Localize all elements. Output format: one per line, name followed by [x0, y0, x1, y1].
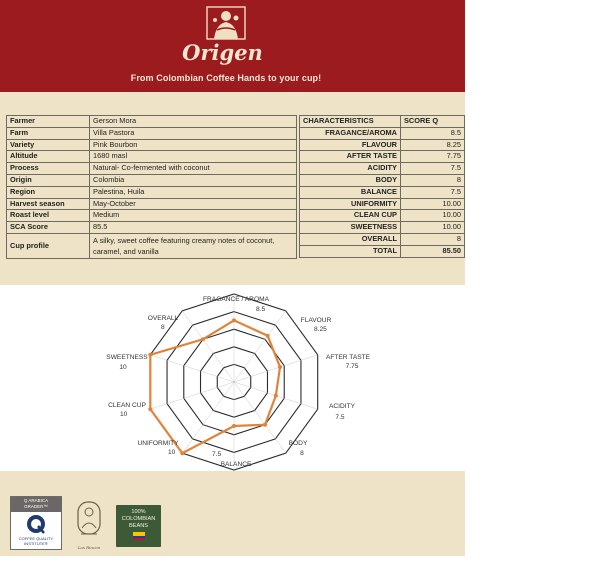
info-value: Gerson Mora [90, 116, 297, 128]
q-arabica-grader-badge [10, 496, 62, 550]
info-value: Villa Pastora [90, 127, 297, 139]
score-header-row [300, 116, 465, 128]
cqi-q-icon [11, 512, 61, 536]
radar-category-label: OVERALL [147, 315, 179, 322]
farm-emblem-icon [72, 500, 106, 540]
score-value: 7.5 [401, 186, 465, 198]
colombian-beans-badge [116, 505, 161, 547]
radar-data-point [274, 394, 278, 398]
coffee-picker-logo-icon [206, 6, 246, 40]
cupping-score-table [299, 115, 465, 258]
radar-axis [234, 311, 286, 382]
q-grader-line: Q ARABICA [23, 497, 49, 503]
colombia-flag-icon [133, 532, 145, 540]
info-row [7, 139, 297, 151]
score-characteristic: CLEAN CUP [300, 210, 401, 222]
score-row [300, 139, 465, 151]
score-column-header: CHARACTERISTICS [300, 116, 401, 128]
coffee-quality-institute-label: COFFEE QUALITY INSTITUTE® [18, 535, 54, 546]
beans-line: BEANS [129, 523, 148, 529]
info-value: A silky, sweet coffee featuring creamy notes of coconut, caramel, and vanilla [90, 233, 297, 258]
score-value: 10.00 [401, 210, 465, 222]
score-value: 8 [401, 233, 465, 245]
info-row [7, 116, 297, 128]
info-value: Pink Bourbon [90, 139, 297, 151]
radar-value-label: 8.5 [256, 306, 266, 313]
tagline: From Colombian Coffee Hands to your cup! [130, 73, 322, 83]
beans-line: 100% [131, 509, 146, 515]
radar-data-point [180, 451, 184, 455]
emblem-caption: Los Rincon [77, 545, 101, 550]
info-label: Altitude [7, 151, 90, 163]
info-label: Origin [7, 174, 90, 186]
radar-category-label: UNIFORMITY [137, 440, 179, 447]
radar-value-label: 7.5 [335, 414, 345, 421]
info-value: 1680 masl [90, 151, 297, 163]
score-characteristic: AFTER TASTE [300, 151, 401, 163]
score-characteristic: SWEETNESS [300, 222, 401, 234]
score-total-row [300, 245, 465, 257]
radar-axis [150, 355, 234, 382]
radar-value-label: 7.75 [345, 363, 359, 370]
info-value: May-October [90, 198, 297, 210]
farm-emblem [72, 500, 106, 548]
score-row [300, 222, 465, 234]
q-grader-line: GRADER™ [24, 504, 48, 509]
cupping-radar-chart [0, 285, 465, 471]
radar-data-point [266, 334, 270, 338]
radar-category-label: CLEAN CUP [108, 402, 146, 409]
radar-series-line [150, 320, 280, 453]
score-characteristic: FLAVOUR [300, 139, 401, 151]
radar-category-label: ACIDITY [328, 403, 356, 410]
info-value: Palestina, Huila [90, 186, 297, 198]
info-row [7, 174, 297, 186]
score-row [300, 198, 465, 210]
radar-data-point [148, 353, 152, 357]
score-row [300, 151, 465, 163]
radar-chart-panel [0, 285, 465, 471]
radar-axis [150, 382, 234, 409]
info-label: Variety [7, 139, 90, 151]
info-row [7, 222, 297, 234]
info-row [7, 127, 297, 139]
radar-value-label: 10 [168, 449, 176, 456]
brand-name: Origen [182, 40, 263, 65]
beans-line: COLOMBIAN [121, 516, 156, 522]
radar-data-point [232, 424, 236, 428]
score-value: 10.00 [401, 222, 465, 234]
score-characteristic: OVERALL [300, 233, 401, 245]
score-value: 7.5 [401, 163, 465, 175]
score-row [300, 163, 465, 175]
info-label: Farmer [7, 116, 90, 128]
radar-data-point [201, 337, 205, 341]
score-row [300, 174, 465, 186]
info-value: Medium [90, 210, 297, 222]
info-row [7, 186, 297, 198]
radar-data-point [278, 365, 282, 369]
info-row [7, 163, 297, 175]
score-row [300, 233, 465, 245]
score-value: 7.75 [401, 151, 465, 163]
info-row [7, 210, 297, 222]
total-value: 85.50 [401, 245, 465, 257]
radar-data-point [263, 423, 267, 427]
info-label: Roast level [7, 210, 90, 222]
total-label: TOTAL [300, 245, 401, 257]
score-value: 8.5 [401, 127, 465, 139]
radar-axis [182, 382, 234, 453]
score-characteristic: ACIDITY [300, 163, 401, 175]
radar-data-point [232, 318, 236, 322]
radar-category-label: BODY [288, 440, 308, 447]
info-label: Region [7, 186, 90, 198]
radar-axis [234, 382, 286, 453]
score-row [300, 186, 465, 198]
info-row [7, 233, 297, 258]
score-characteristic: FRAGANCE/AROMA [300, 127, 401, 139]
coffee-info-table [6, 115, 297, 259]
score-characteristic: BALANCE [300, 186, 401, 198]
radar-category-label: BALANCE [220, 461, 252, 468]
score-value: 8.25 [401, 139, 465, 151]
info-value: Natural- Co-fermented with coconut [90, 163, 297, 175]
header-banner [0, 0, 465, 92]
score-value: 10.00 [401, 198, 465, 210]
radar-value-label: 10 [119, 364, 127, 371]
radar-data-point [148, 407, 152, 411]
radar-category-label: SWEETNESS [106, 354, 148, 361]
score-value: 8 [401, 174, 465, 186]
radar-category-label: FLAVOUR [300, 317, 332, 324]
info-row [7, 151, 297, 163]
radar-value-label: 7.5 [212, 451, 222, 458]
info-row [7, 198, 297, 210]
info-label: Cup profile [7, 233, 90, 258]
radar-value-label: 8 [300, 450, 304, 457]
score-column-header: SCORE Q [401, 116, 465, 128]
radar-value-label: 8 [161, 324, 165, 331]
info-value: Colombia [90, 174, 297, 186]
info-label: Harvest season [7, 198, 90, 210]
radar-category-label: AFTER TASTE [325, 354, 371, 361]
radar-category-label: FRAGANCE / AROMA [203, 296, 269, 303]
info-label: SCA Score [7, 222, 90, 234]
score-row [300, 210, 465, 222]
info-label: Process [7, 163, 90, 175]
radar-value-label: 8.25 [314, 326, 327, 333]
radar-value-label: 10 [120, 411, 128, 418]
score-row [300, 127, 465, 139]
radar-axis [182, 311, 234, 382]
score-characteristic: BODY [300, 174, 401, 186]
info-value: 85.5 [90, 222, 297, 234]
info-label: Farm [7, 127, 90, 139]
score-characteristic: UNIFORMITY [300, 198, 401, 210]
